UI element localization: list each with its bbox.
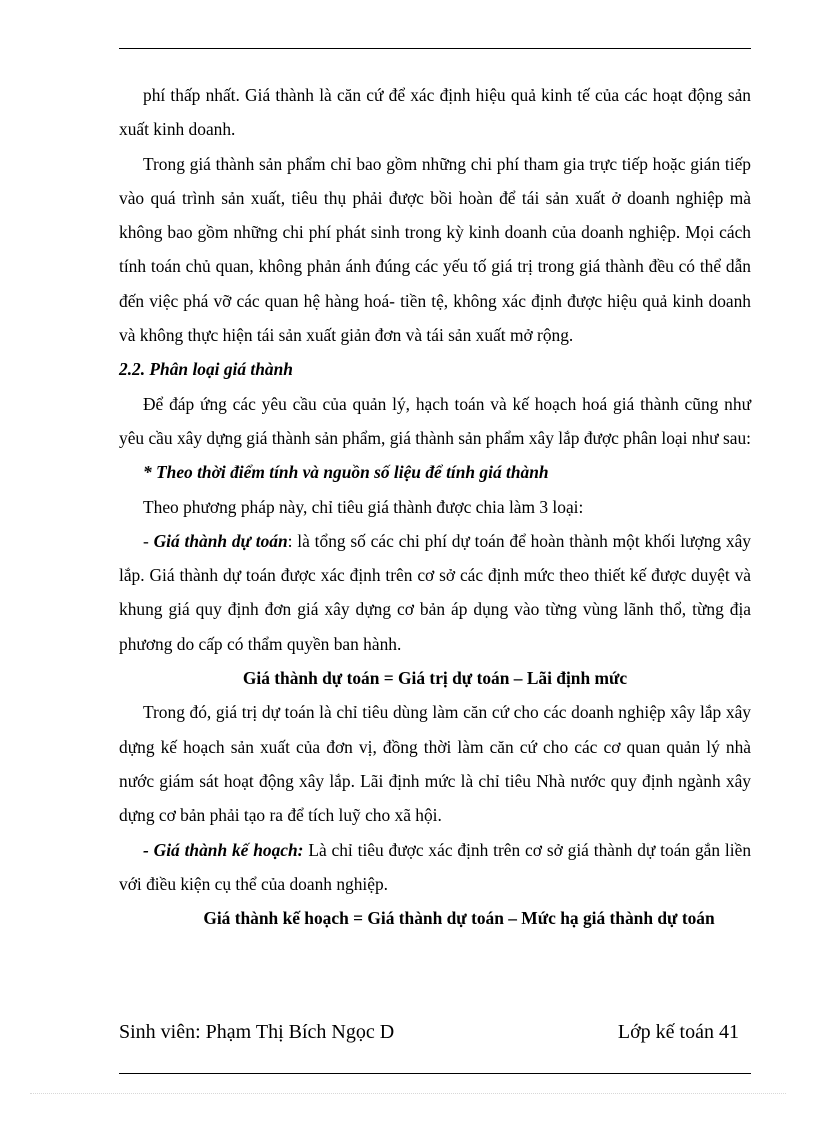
document-body — [119, 78, 751, 935]
paragraph-4: Theo phương pháp này, chỉ tiêu giá thành được chia làm 3 loại: — [143, 496, 584, 517]
paragraph-7 — [119, 833, 751, 902]
paragraph-6: Trong đó, giá trị dự toán là chỉ tiêu dùng làm căn cứ cho các doanh nghiệp xây lắp xây dựng kế hoạch sản xuất của đơn vị, đồng thời làm căn cứ cho các cơ quan quản lý nhà nước giám sát hoạt động xây lắp. Lãi định mức là chỉ tiêu Nhà nước quy định ngành xây dựng cơ bản phải tạo ra để tích luỹ cho xã hội. — [119, 702, 751, 826]
section-heading-2-2: 2.2. Phân loại giá thành — [119, 359, 293, 380]
paragraph-2: Trong giá thành sản phẩm chỉ bao gồm những chi phí tham gia trực tiếp hoặc gián tiếp vào quá trình sản xuất, tiêu thụ phải được bồi hoàn để tái sản xuất ở doanh nghiệp mà không bao gồm những chi phí phát sinh trong kỳ kinh doanh của doanh nghiệp. Mọi cách tính toán chủ quan, không phản ánh đúng các yếu tố giá trị trong giá thành đều có thể dẫn đến việc phá vỡ các quan hệ hàng hoá- tiền tệ, không xác định được hiệu quả kinh doanh và không thực hiện tái sản xuất giản đơn và tái sản xuất mở rộng. — [119, 153, 751, 346]
page-edge-rule — [30, 1093, 786, 1094]
paragraph-7-text: Là chỉ tiêu được xác định trên cơ sở giá thành dự toán gắn liền với điều kiện cụ thể của doanh nghiệp. — [119, 839, 752, 894]
paragraph-1: phí thấp nhất. Giá thành là căn cứ để xác định hiệu quả kinh tế của các hoạt động sản xuất kinh doanh. — [119, 85, 751, 140]
footer-class: Lớp kế toán 41 — [617, 1021, 739, 1043]
formula-ke-hoach: Giá thành kế hoạch = Giá thành dự toán – Mức hạ giá thành dự toán — [203, 908, 715, 929]
paragraph-5-text: : là tổng số các chi phí dự toán để hoàn thành một khối lượng xây lắp. Giá thành dự toán được xác định trên cơ sở các định mức theo thiết kế được duyệt và khung giá quy định đơn giá xây dựng cơ bản áp dụng vào từng vùng lãnh thổ, từng địa phương do cấp có thẩm quyền ban hành. — [119, 530, 751, 654]
footer-student: Sinh viên: Phạm Thị Bích Ngọc D — [119, 1021, 395, 1043]
subheading-classification: * Theo thời điểm tính và nguồn số liệu để tính giá thành — [143, 462, 549, 483]
footer-rule — [119, 1073, 751, 1074]
term-gia-thanh-du-toan: Giá thành dự toán — [153, 530, 288, 551]
paragraph-5 — [119, 524, 751, 661]
header-rule — [119, 48, 751, 49]
formula-du-toan: Giá thành dự toán = Giá trị dự toán – Lãi định mức — [242, 668, 628, 689]
paragraph-3: Để đáp ứng các yêu cầu của quản lý, hạch toán và kế hoạch hoá giá thành cũng như yêu cầu xây dựng giá thành sản phẩm, giá thành sản phẩm xây lắp được phân loại như sau: — [119, 393, 751, 448]
term-gia-thanh-ke-hoach: - Giá thành kế hoạch: — [143, 839, 304, 860]
bullet-dash: - — [143, 530, 154, 551]
